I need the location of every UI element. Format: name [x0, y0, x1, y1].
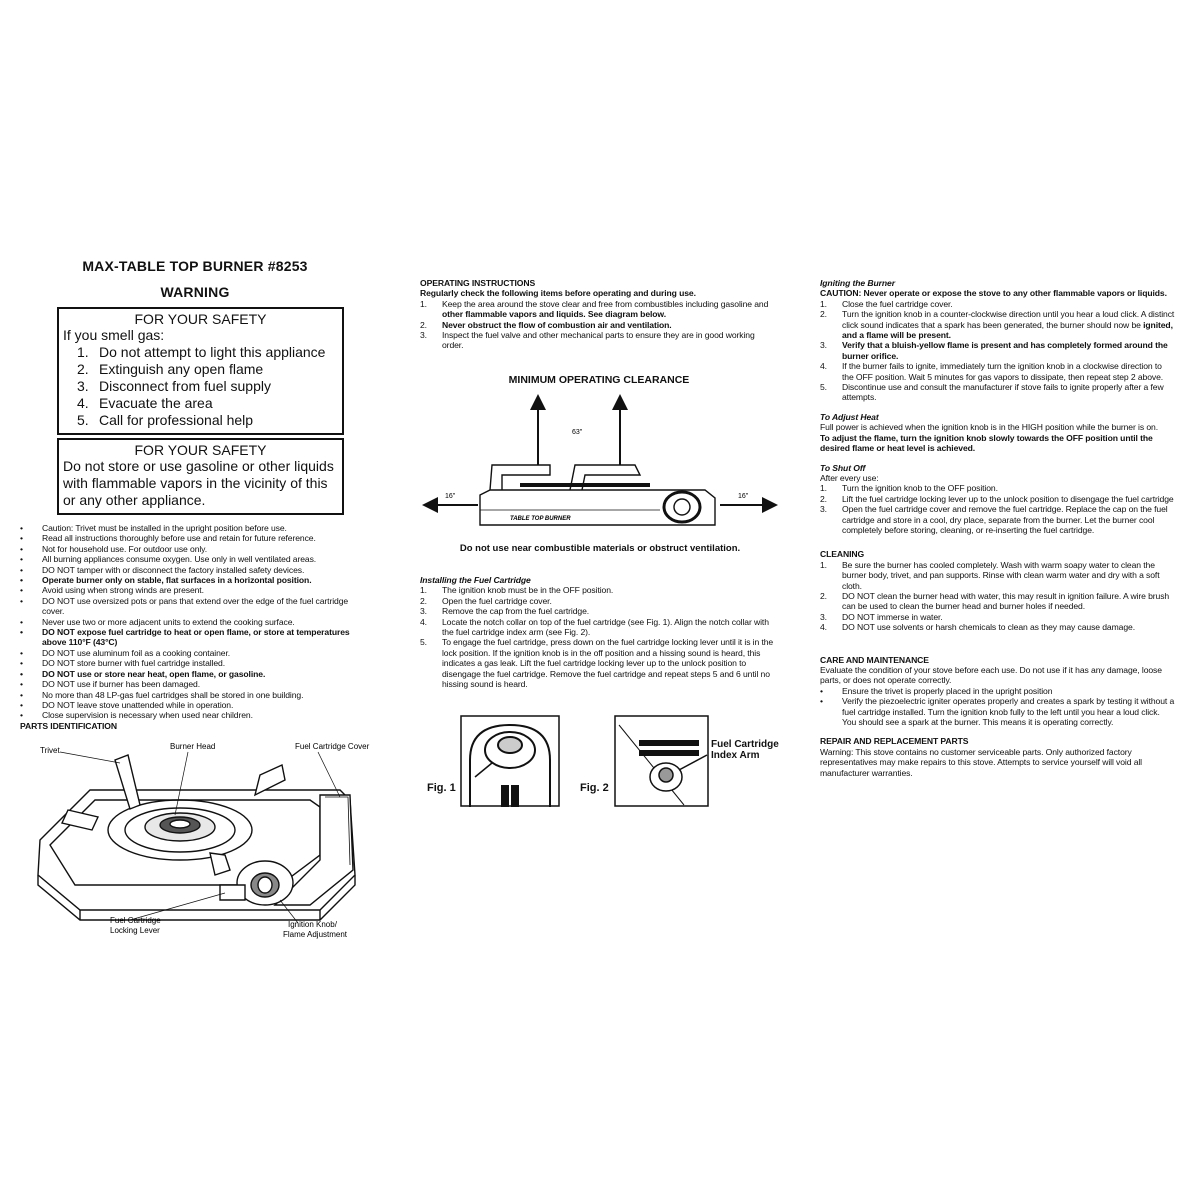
igniting-step: [820, 382, 1175, 403]
safety-step: [77, 395, 338, 412]
item-number: 3.: [820, 504, 827, 515]
item-number: 1.: [420, 298, 427, 309]
step-text: Evacuate the area: [99, 395, 213, 411]
igniting-step: [820, 299, 1175, 309]
igniting-step: [820, 340, 1175, 361]
item-text: DO NOT clean the burner head with water, this may result in ignition failure. A wire brush can be used to clean the burner head and burner holes if needed.: [842, 590, 1170, 612]
install-section: [420, 575, 775, 689]
label-locking-lever-1: Fuel Cartridge: [110, 916, 161, 925]
index-arm-label-1: Fuel Cartridge: [711, 739, 779, 750]
caution-item: • Read all instructions thoroughly before use and retain for future reference.: [20, 533, 365, 543]
item-text: Remove the cap from the fuel cartridge.: [442, 606, 590, 617]
item-text: Be sure the burner has cooled completely. Wash with warm soapy water to clean the burner body, trivet, and pan supports. Rinse with clean warm water and dry with a soft cloth.: [842, 559, 1160, 591]
install-step: [420, 585, 775, 595]
step-text: Extinguish any open flame: [99, 361, 264, 377]
caution-item: • Not for household use. For outdoor use only.: [20, 544, 365, 554]
item-number: 1.: [820, 483, 827, 494]
caution-item: • DO NOT expose fuel cartridge to heat or open flame, or store at temperatures above 110°F (43°C): [20, 627, 365, 648]
caution-item: • DO NOT use or store near heat, open flame, or gasoline.: [20, 669, 365, 679]
item-text: Lift the fuel cartridge locking lever up to the unlock position to disengage the fuel cartridge: [842, 493, 1174, 504]
igniting-step: [820, 361, 1175, 382]
item-text: If the burner fails to ignite, immediately turn the ignition knob in a clockwise direction to the OFF position. Wait 5 minutes for gas vapors to dissipate, then repeat step 2 above.: [842, 361, 1164, 382]
label-ignition-knob-2: Flame Adjustment: [283, 930, 348, 939]
step-text: Do not attempt to light this appliance: [99, 344, 326, 360]
item-number: 1.: [820, 298, 827, 309]
step-text: Disconnect from fuel supply: [99, 378, 271, 394]
item-number: 1.: [820, 559, 827, 570]
install-heading: Installing the Fuel Cartridge: [420, 575, 531, 585]
igniting-list: [820, 299, 1175, 403]
label-locking-lever-2: Locking Lever: [110, 926, 160, 935]
label-trivet: Trivet: [40, 746, 60, 755]
item-text: The ignition knob must be in the OFF position.: [442, 585, 614, 596]
care-list: [820, 686, 1175, 728]
care-item: • Verify the piezoelectric igniter operates properly and creates a spark by testing it without a fuel cartridge installed. Turn the ignition knob fully to the left until you hear a loud click. You should see a spark at the burner. This means it is operating correctly.: [820, 696, 1175, 727]
cleaning-step: [820, 560, 1175, 591]
burner-brand-label: TABLE TOP BURNER: [510, 516, 571, 522]
caution-item: • DO NOT use if burner has been damaged.: [20, 679, 365, 689]
safety-step: [77, 361, 338, 378]
caution-item: • DO NOT store burner with fuel cartridge installed.: [20, 658, 365, 668]
shutoff-list: [820, 483, 1175, 535]
item-text: Open the fuel cartridge cover and remove the fuel cartridge. Replace the cap on the fuel cartridge and store in a cool, dry place, separate from the burner. Let the burner cool completely before storing, cleaning, or re-inserting the fuel cartridge.: [842, 504, 1168, 535]
caution-item: • Avoid using when strong winds are present.: [20, 585, 365, 595]
item-text: Discontinue use and consult the manufacturer if stove fails to ignite properly after a few attempts.: [842, 382, 1164, 403]
caution-item: • No more than 48 LP-gas fuel cartridges shall be stored in one building.: [20, 690, 365, 700]
heat-heading: To Adjust Heat: [820, 411, 879, 422]
label-burner-head: Burner Head: [170, 742, 216, 751]
item-number: 4.: [820, 361, 827, 372]
clearance-left-value: 16": [445, 493, 456, 500]
parts-diagram: [20, 735, 370, 945]
cleaning-list: [820, 560, 1175, 633]
document-title: MAX-TABLE TOP BURNER #8253: [82, 258, 308, 274]
install-list: [420, 585, 775, 689]
operating-heading: OPERATING INSTRUCTIONS: [420, 278, 536, 288]
left-column: [20, 258, 360, 731]
caution-item: • DO NOT tamper with or disconnect the factory installed safety devices.: [20, 565, 365, 575]
fig2-image: [614, 715, 709, 807]
care-item: • Ensure the trivet is properly placed in the upright position: [820, 686, 1175, 696]
item-number: 5.: [420, 637, 427, 648]
install-step: [420, 606, 775, 616]
clearance-note: Do not use near combustible materials or obstruct ventilation.: [459, 543, 741, 554]
shutoff-intro: After every use:: [820, 472, 879, 483]
item-number: 2.: [420, 595, 427, 606]
item-text: Open the fuel cartridge cover.: [442, 595, 552, 606]
item-number: 2.: [820, 309, 827, 320]
item-number: 2.: [820, 493, 827, 504]
fig2-caption: Fig. 2: [580, 782, 609, 794]
middle-column: [420, 278, 775, 351]
step-number: 1.: [77, 344, 89, 360]
safety-box-text: Do not store or use gasoline or other liquids with flammable vapors in the vicinity of this or any other appliance.: [63, 458, 334, 508]
item-text: DO NOT immerse in water.: [842, 611, 943, 622]
safety-step: [77, 344, 338, 361]
cleaning-step: [820, 622, 1175, 632]
caution-item: • Close supervision is necessary when used near children.: [20, 710, 365, 720]
safety-step: [77, 378, 338, 395]
caution-list: [20, 523, 365, 721]
caution-item: • DO NOT leave stove unattended while in operation.: [20, 700, 365, 710]
shutoff-step: [820, 483, 1175, 493]
parts-heading: PARTS IDENTIFICATION: [20, 720, 117, 731]
item-number: 2.: [420, 319, 427, 330]
caution-item: • DO NOT use oversized pots or pans that extend over the edge of the fuel cartridge cover.: [20, 596, 365, 617]
repair-heading: REPAIR AND REPLACEMENT PARTS: [820, 736, 969, 747]
item-text: Keep the area around the stove clear and free from combustibles including gasoline and: [442, 298, 769, 309]
caution-item: • Operate burner only on stable, flat surfaces in a horizontal position.: [20, 575, 365, 585]
item-text-bold: ignited, and a flame will be present.: [842, 319, 1173, 341]
item-text-bold: Verify that a bluish-yellow flame is present and has completely formed around the burner orifice.: [842, 340, 1168, 361]
item-number: 4.: [420, 616, 427, 627]
operating-item: [420, 330, 775, 351]
item-text: To engage the fuel cartridge, press down on the fuel cartridge locking lever until it is in the lock position. If the ignition knob is in the off position and a hissing sound is heard, this indicates a gas leak. Lift the fuel cartridge locking lever up to the unlock position to disengage the fuel cartridge. Remove the fuel cartridge and repeat steps 5 and 6 until no hissing sound is heard.: [442, 637, 774, 690]
safety-box-heading: FOR YOUR SAFETY: [134, 442, 267, 458]
safety-box-storage: [57, 438, 344, 515]
caution-item: • Caution: Trivet must be installed in the upright position before use.: [20, 523, 365, 533]
safety-box-gas: [57, 307, 344, 435]
item-text: Inspect the fuel valve and other mechanical parts to ensure they are in good working order.: [442, 330, 755, 351]
safety-step: [77, 412, 338, 429]
step-number: 3.: [77, 378, 89, 394]
operating-list: [420, 299, 775, 351]
install-step: [420, 596, 775, 606]
item-text: Turn the ignition knob to the OFF position.: [842, 483, 998, 494]
install-step: [420, 617, 775, 638]
clearance-title: MINIMUM OPERATING CLEARANCE: [508, 374, 690, 386]
fig1-image: [460, 715, 560, 807]
item-text-bold: Never obstruct the flow of combustion air and ventilation.: [442, 319, 672, 330]
item-number: 5.: [820, 382, 827, 393]
operating-intro: Regularly check the following items before operating and during use.: [420, 288, 696, 299]
item-number: 3.: [420, 330, 427, 341]
clearance-top-value: 63": [572, 429, 583, 436]
item-text-bold: other flammable vapors and liquids. See diagram below.: [442, 309, 666, 320]
shutoff-heading: To Shut Off: [820, 462, 866, 473]
caution-item: • DO NOT use aluminum foil as a cooking container.: [20, 648, 365, 658]
safety-box-heading: FOR YOUR SAFETY: [134, 311, 267, 327]
shutoff-step: [820, 494, 1175, 504]
install-step: [420, 637, 775, 689]
clearance-right-value: 16": [738, 493, 749, 500]
repair-text: Warning: This stove contains no customer serviceable parts. Only authorized factory representatives may make repairs to this stove. Attempts to service yourself will void all manufacturer warranties.: [820, 746, 1142, 778]
step-number: 4.: [77, 395, 89, 411]
shutoff-step: [820, 504, 1175, 535]
item-text: Turn the ignition knob in a counter-clockwise direction until you hear a loud click. A distinct click sound indicates that a spark has been generated, the burner should now be: [842, 309, 1175, 330]
cleaning-heading: CLEANING: [820, 549, 865, 560]
item-number: 3.: [820, 611, 827, 622]
fig1-caption: Fig. 1: [427, 782, 456, 794]
item-number: 4.: [820, 622, 827, 633]
right-column: [820, 278, 1175, 778]
item-number: 3.: [820, 340, 827, 351]
item-text: DO NOT use solvents or harsh chemicals to clean as they may cause damage.: [842, 622, 1135, 633]
operating-item: [420, 299, 775, 320]
item-text: Locate the notch collar on top of the fuel cartridge (see Fig. 1). Align the notch collar with the fuel cartridge index arm (see Fig. 2).: [442, 616, 769, 638]
heat-text: Full power is achieved when the ignition knob is in the HIGH position while the burner is on.: [820, 422, 1158, 433]
cleaning-step: [820, 612, 1175, 622]
index-arm-label-2: Index Arm: [711, 750, 760, 761]
label-ignition-knob-1: Ignition Knob/: [288, 920, 337, 929]
safety-steps-list: [63, 344, 338, 429]
clearance-diagram: [420, 390, 780, 540]
item-number: 2.: [820, 590, 827, 601]
warning-heading: WARNING: [160, 284, 230, 300]
igniting-heading: Igniting the Burner: [820, 278, 895, 288]
igniting-step: [820, 309, 1175, 340]
care-heading: CARE AND MAINTENANCE: [820, 654, 929, 665]
item-number: 1.: [420, 585, 427, 596]
cleaning-step: [820, 591, 1175, 612]
item-text: Close the fuel cartridge cover.: [842, 298, 953, 309]
caution-item: • Never use two or more adjacent units to extend the cooking surface.: [20, 617, 365, 627]
care-text: Evaluate the condition of your stove before each use. Do not use if it has any damage, loose parts, or does not operate correctly.: [820, 665, 1162, 686]
step-text: Call for professional help: [99, 412, 254, 428]
igniting-caution: CAUTION: Never operate or expose the stove to any other flammable vapors or liquids.: [820, 288, 1167, 299]
label-cartridge-cover: Fuel Cartridge Cover: [295, 742, 370, 751]
heat-bold-text: To adjust the flame, turn the ignition knob slowly towards the OFF position until the desired flame or heat level is achieved.: [820, 432, 1153, 454]
step-number: 2.: [77, 361, 89, 377]
caution-item: • All burning appliances consume oxygen. Use only in well ventilated areas.: [20, 554, 365, 564]
safety-box-intro: If you smell gas:: [63, 327, 165, 343]
step-number: 5.: [77, 412, 89, 428]
operating-item: [420, 320, 775, 330]
item-number: 3.: [420, 606, 427, 617]
